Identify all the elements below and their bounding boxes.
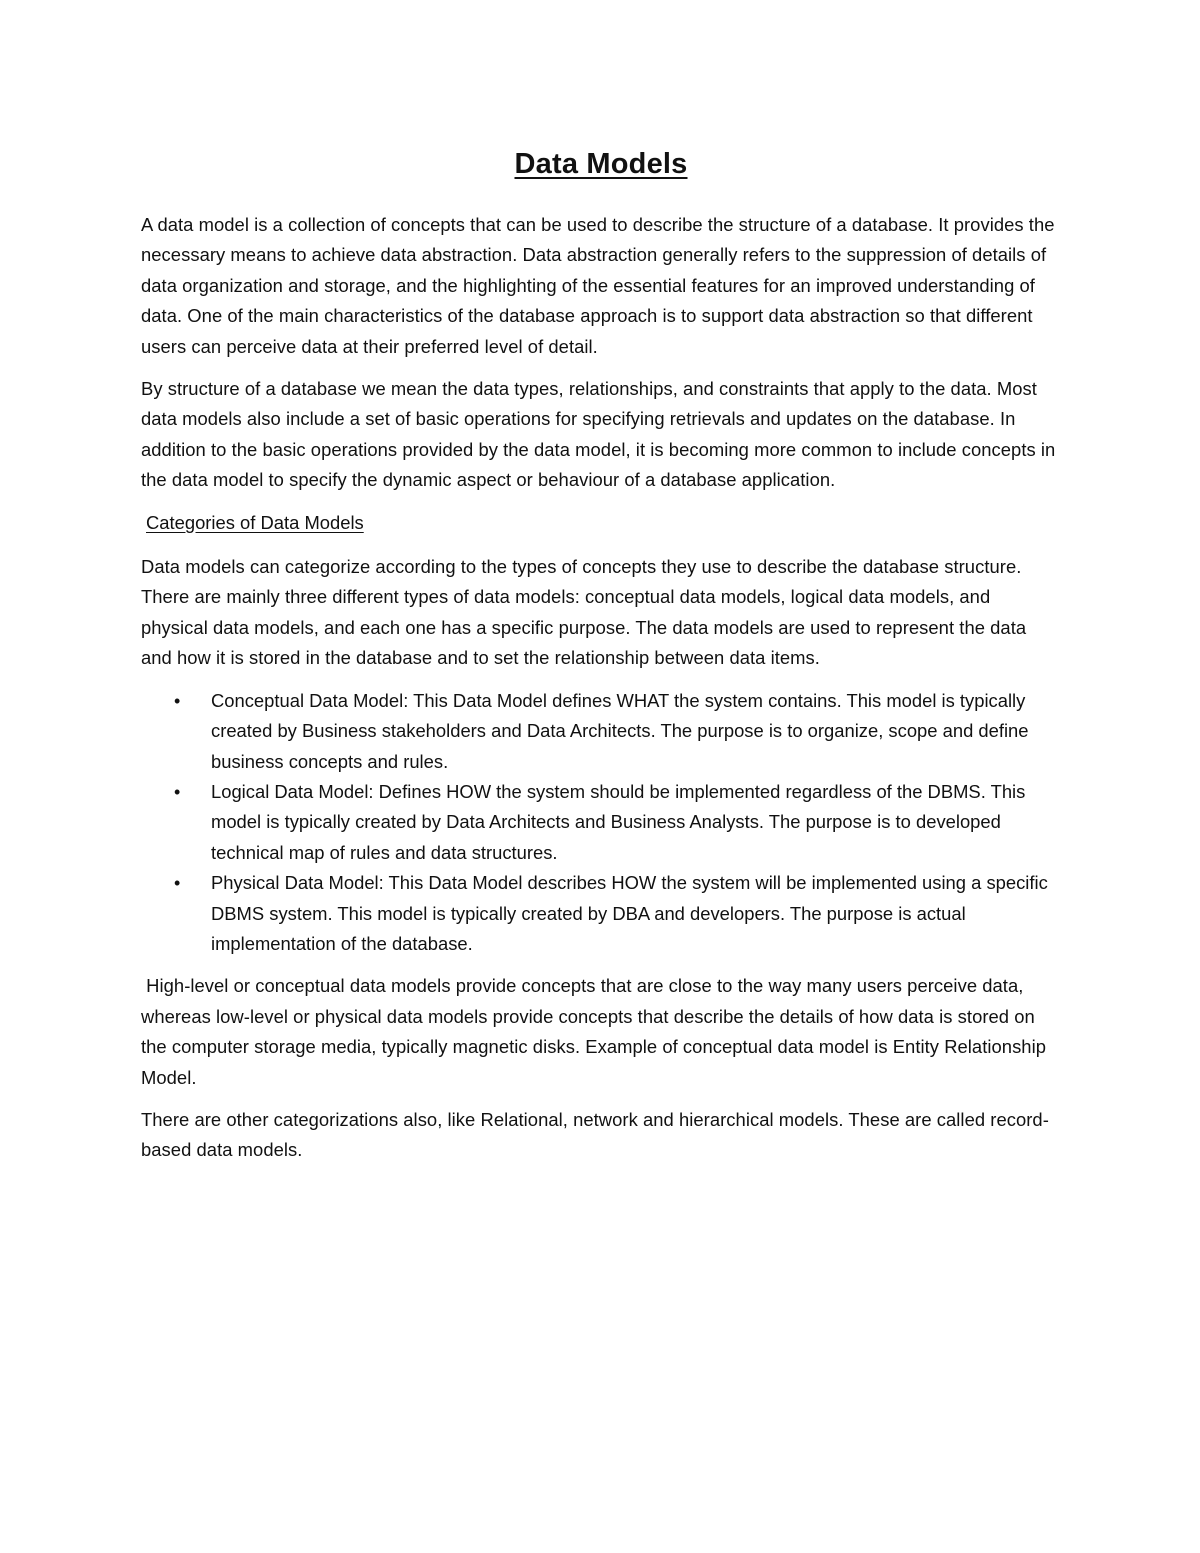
other-categorizations-paragraph: There are other categorizations also, like Relational, network and hierarchical models. These are called record-based data models. [141,1108,1049,1161]
list-item-conceptual [174,686,1061,777]
bullet-icon: • [174,873,181,894]
levels-paragraph: High-level or conceptual data models provide concepts that are close to the way many users perceive data, whereas low-level or physical data models provide concepts that describe the details of how data is stored on the computer storage media, typically magnetic disks. Example of conceptual data model is Entity Relationship Model. [141,975,1052,1088]
list-item-text: Logical Data Model: Defines HOW the system should be implemented regardless of the DBMS. This model is typically created by Data Architects and Business Analysts. The purpose is to developed technical map of rules and data structures. [211,780,1026,863]
list-item-physical [174,868,1061,959]
data-model-types-list [141,686,1061,960]
intro-paragraph: A data model is a collection of concepts that can be used to describe the structure of a database. It provides the necessary means to achieve data abstraction. Data abstraction generally refers to the suppression of details of data organization and storage, and the highlighting of the essential features for an improved understanding of data. One of the main characteristics of the database approach is to support data abstraction so that different users can perceive data at their preferred level of detail. [141,214,1055,357]
list-item-text: Physical Data Model: This Data Model describes HOW the system will be implemented using a specific DBMS system. This model is typically created by DBA and developers. The purpose is actual implementation of the database. [211,872,1048,954]
categories-heading-text: Categories of Data Models [146,511,364,533]
page-title: Data Models [514,148,688,180]
bullet-icon: • [174,690,181,711]
document-body [141,142,1061,1178]
categories-intro-paragraph: Data models can categorize according to the types of concepts they use to describe the database structure. There are mainly three different types of data models: conceptual data models, logical data models, and physical data models, and each one has a specific purpose. The data models are used to represent the data and how it is stored in the database and to set the relationship between data items. [141,556,1027,669]
bullet-icon: • [174,781,181,802]
list-item-text: Conceptual Data Model: This Data Model defines WHAT the system contains. This model is typically created by Business stakeholders and Data Architects. The purpose is to organize, scope and define business concepts and rules. [211,689,1029,772]
structure-paragraph: By structure of a database we mean the data types, relationships, and constraints that apply to the data. Most data models also include a set of basic operations for specifying retrievals and updates on the database. In addition to the basic operations provided by the data model, it is becoming more common to include concepts in the data model to specify the dynamic aspect or behaviour of a database application. [141,378,1056,491]
list-item-logical [174,777,1061,868]
categories-heading [141,508,1061,538]
